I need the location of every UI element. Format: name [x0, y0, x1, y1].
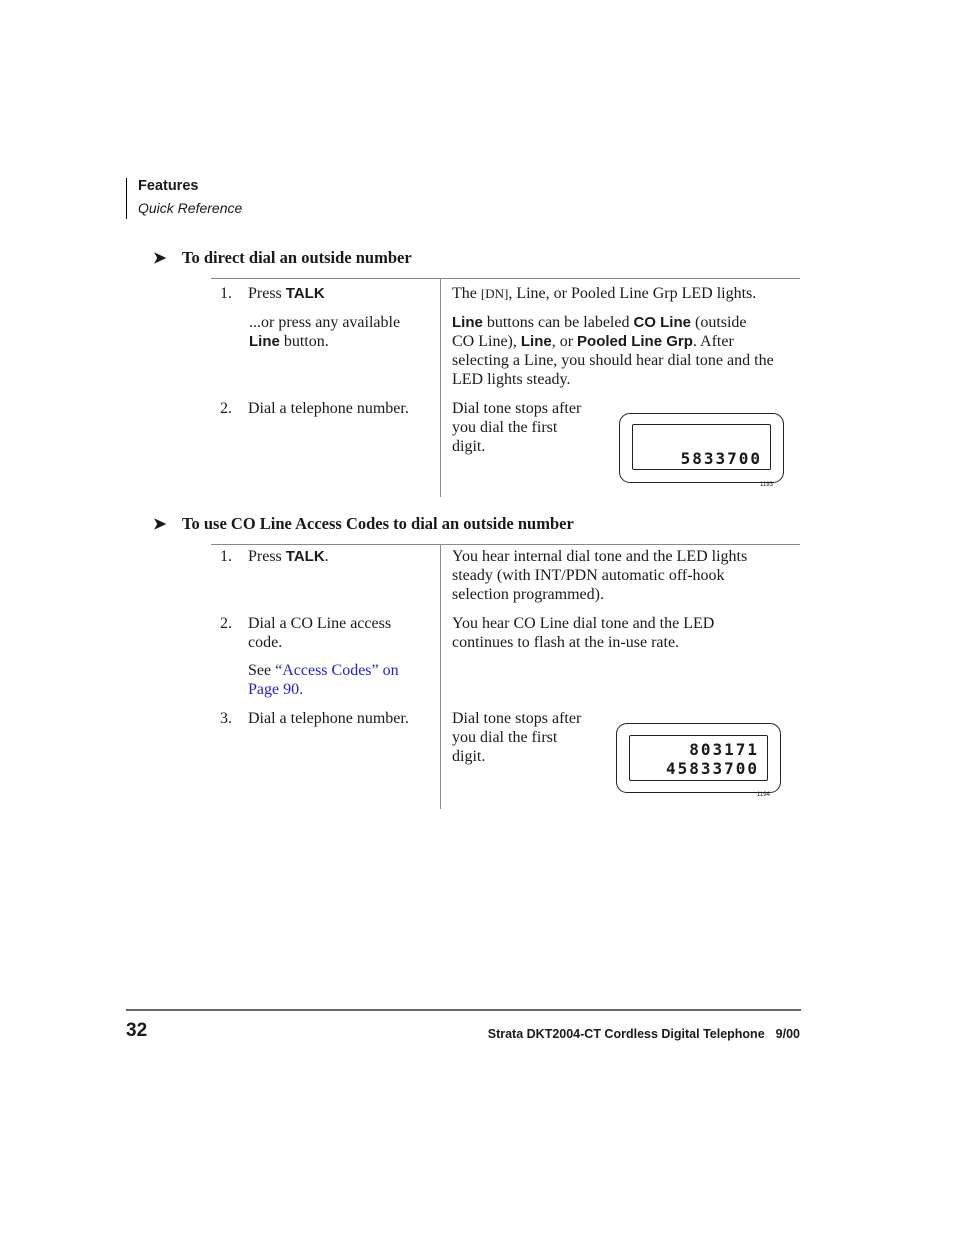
figure-id: 1194: [757, 792, 770, 798]
chapter-subtitle: Quick Reference: [138, 200, 243, 216]
result-text: The [DN], Line, or Pooled Line Grp LED lights.: [452, 285, 757, 302]
lcd-screen: [629, 735, 768, 781]
section-heading-access-codes: [153, 514, 574, 534]
step-number: 1.: [220, 548, 232, 565]
phone-display: [616, 723, 781, 793]
table-top-rule: [211, 278, 800, 279]
lcd-line-2: 5833700: [680, 449, 762, 468]
lcd-line-1: 803171: [689, 740, 759, 759]
result-text: You hear CO Line dial tone and the LED continues to flash at the in-use rate.: [452, 615, 715, 651]
step-instruction: Dial a CO Line access code.: [248, 615, 392, 651]
table-column-divider: [440, 279, 441, 497]
line-key-label: Line: [249, 333, 280, 350]
step-number: 3.: [220, 710, 232, 727]
lcd-line-2: 45833700: [665, 759, 759, 778]
see-reference: See “Access Codes” on Page 90.: [248, 662, 399, 698]
result-text: Dial tone stops after you dial the first digit.: [452, 710, 582, 765]
step-number: 2.: [220, 400, 232, 417]
step-alternative: ...or press any available Line button.: [249, 314, 401, 350]
section-heading-direct-dial: [153, 248, 412, 268]
chapter-title: Features: [138, 178, 199, 194]
result-text: Dial tone stops after you dial the first digit.: [452, 400, 582, 455]
step-instruction: Dial a telephone number.: [248, 400, 409, 417]
section-title: To direct dial an outside number: [182, 248, 412, 267]
footer-rule: [126, 1009, 801, 1011]
talk-key-label: TALK: [285, 548, 325, 565]
step-instruction: Press TALK: [248, 285, 325, 302]
page-number: 32: [126, 1020, 148, 1041]
lcd-screen: [632, 424, 771, 470]
table-column-divider: [440, 545, 441, 809]
access-codes-link[interactable]: “Access Codes” on: [275, 662, 399, 679]
section-title: To use CO Line Access Codes to dial an outside number: [182, 514, 574, 533]
phone-display: [619, 413, 784, 483]
figure-id: 1193: [760, 482, 773, 488]
result-note: Line buttons can be labeled CO Line (outside CO Line), Line, or Pooled Line Grp. After selecting a Line, you should hear dial tone and the LED lights steady.: [452, 314, 774, 388]
talk-key-label: TALK: [285, 285, 325, 302]
table-top-rule: [211, 544, 800, 545]
step-number: 2.: [220, 615, 232, 632]
step-instruction: Dial a telephone number.: [248, 710, 409, 727]
step-number: 1.: [220, 285, 232, 302]
header-rule: [126, 178, 127, 219]
footer-doc-title: Strata DKT2004-CT Cordless Digital Telephone 9/00: [487, 1027, 800, 1041]
arrow-icon: ➤: [153, 250, 167, 267]
page-90-link[interactable]: Page 90: [248, 681, 300, 698]
arrow-icon: ➤: [153, 516, 167, 533]
step-instruction: Press TALK.: [248, 548, 329, 565]
result-text: You hear internal dial tone and the LED lights steady (with INT/PDN automatic off-hook selection programmed).: [452, 548, 748, 603]
